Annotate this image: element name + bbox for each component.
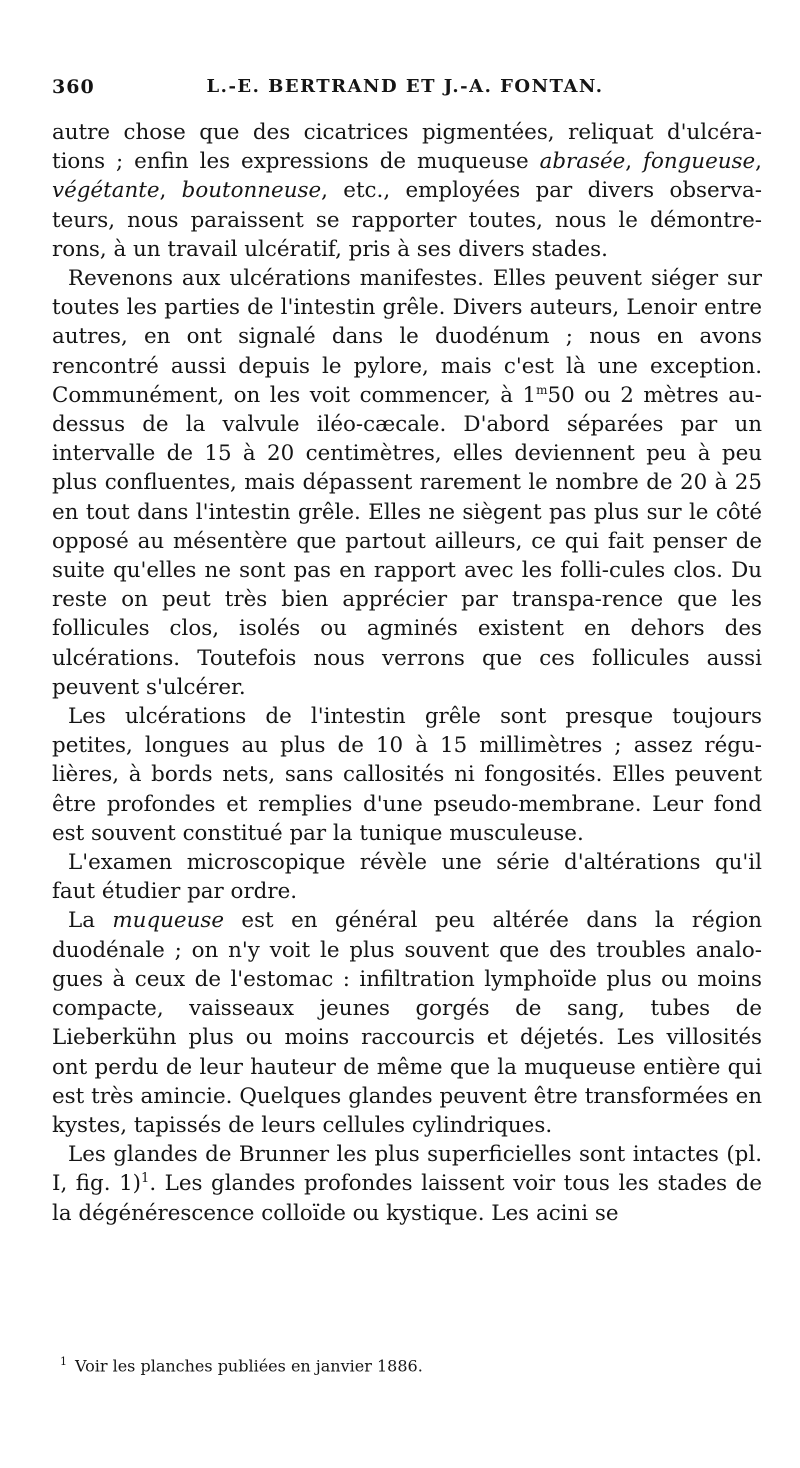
paragraph-2-text-a: Revenons aux ulcérations manifestes. Elles peuvent siéger sur toutes les parties de l'intestin grêle. Divers auteurs, Lenoir entre autres, en ont signalé dans le duodénum ; nous en avons rencontré aussi depuis le pylore, mais c'est là une exception. Communément, on les voit commencer, à 1	[52, 266, 762, 408]
body-text	[52, 118, 762, 1228]
paragraph-1-text-a: autre chose que des cicatrices pigmentées, reliquat d'ulcéra-tions ; enfin les expressions de muqueuse	[52, 120, 762, 175]
paragraph-6	[52, 1140, 762, 1228]
italic-term-fongueuse: fongueuse	[643, 149, 756, 175]
unit-superscript: m	[536, 382, 548, 397]
footnote-reference[interactable]: 1	[141, 1171, 150, 1187]
italic-term-boutonneuse: boutonneuse	[181, 178, 322, 204]
paragraph-6-text-b: . Les glandes profondes laissent voir tous les stades de la dégénérescence colloïde ou kystique. Les acini se	[52, 1171, 762, 1226]
paragraph-1	[52, 118, 762, 264]
footnote-text: Voir les planches publiées en janvier 1886.	[75, 1356, 423, 1376]
paragraph-5-text-b: est en général peu altérée dans la région duodénale ; on n'y voit le plus souvent que des troubles analo-gues à ceux de l'estomac : infiltration lymphoïde plus ou moins compacte, vaisseaux jeunes gorgés de sang, tubes de Lieberkühn plus ou moins raccourcis et déjetés. Les villosités ont perdu de leur hauteur de même que la muqueuse entière qui est très amincie. Quelques glandes peuvent être transformées en kystes, tapissés de leurs cellules cylindriques.	[52, 908, 763, 1138]
paragraph-1-text-b: ,	[625, 149, 644, 175]
paragraph-5-text-a: La	[68, 908, 113, 934]
paragraph-2-text-b: 50 ou 2 mètres au-dessus de la valvule iléo-cæcale. D'abord séparées par un intervalle de 15 à 20 centimètres, elles deviennent peu à peu plus confluentes, mais dépassent rarement le nombre de 20 à 25 en tout dans l'intestin grêle. Elles ne siègent pas plus sur le côté opposé au mésentère que partout ailleurs, ce qui fait penser de suite qu'elles ne sont pas en rapport avec les folli-cules clos. Du reste on peut très bien apprécier par transpa-rence que les follicules clos, isolés ou agminés existent en dehors des ulcérations. Toutefois nous verrons que ces follicules aussi peuvent s'ulcérer.	[52, 382, 762, 700]
page-number: 360	[52, 76, 95, 98]
italic-term-abrasee: abrasée	[539, 149, 626, 175]
paragraph-4: L'examen microscopique révèle une série d'altérations qu'il faut étudier par ordre.	[52, 850, 762, 905]
page-header	[52, 76, 758, 106]
paragraph-5	[52, 906, 762, 1140]
paragraph-3: Les ulcérations de l'intestin grêle sont presque toujours petites, longues au plus de 10 à 15 millimètres ; assez régu-lières, à bords nets, sans callosités ni fongosités. Elles peuvent être profondes et remplies d'une pseudo-membrane. Leur fond est souvent constitué par la tunique musculeuse.	[52, 704, 762, 846]
paragraph-2	[52, 264, 762, 702]
paragraph-1-text-c: ,	[755, 149, 762, 175]
footnote	[60, 1352, 760, 1376]
italic-term-muqueuse: muqueuse	[112, 908, 224, 934]
running-title: L.-E. BERTRAND ET J.-A. FONTAN.	[206, 76, 604, 97]
footnote-marker: 1	[60, 1355, 67, 1368]
italic-term-vegetante: végétante	[52, 178, 160, 204]
paragraph-1-text-d: ,	[159, 178, 182, 204]
paragraph-1-text-e: , etc., employées par divers observa-teurs, nous paraissent se rapporter toutes, nous le démontre-rons, à un travail ulcératif, pris à ses divers stades.	[52, 178, 762, 262]
paragraph-6-text-a: Les glandes de Brunner les plus superficielles sont intactes (pl. I, fig. 1)	[52, 1142, 762, 1197]
